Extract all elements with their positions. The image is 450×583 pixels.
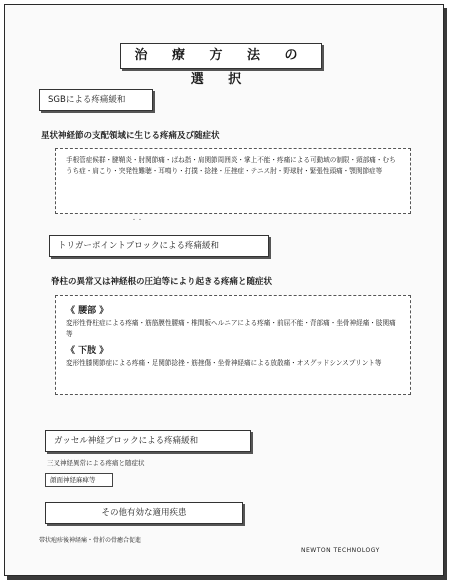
footer-diseases: 帯状疱疹後神経痛・骨折の骨癒合促進 [39,537,142,544]
section-sgb-heading: 星状神経節の支配領域に生じる疼痛及び随症状 [41,131,220,141]
section-trigger-label: トリガーポイントブロックによる疼痛緩和 [49,235,269,257]
section-gasser-item: 顔面神経麻痺等 [45,473,113,487]
footer-company: NEWTON TECHNOLOGY [301,547,380,554]
section-sgb-label: SGBによる疼痛緩和 [39,89,153,111]
fold-mark: ・・ [131,217,144,224]
section-sgb-body-box [55,148,411,214]
section-trigger-heading: 脊柱の異常又は神経根の圧迫等により起きる疼痛と随症状 [51,277,273,287]
subsection-lumbar-title: 《 腰部 》 [66,306,109,316]
section-gasser-line: 三叉神経異常による疼痛と随症状 [47,459,145,467]
document-page [4,4,444,576]
page-title: 治 療 方 法 の 選 択 [120,43,322,69]
subsection-lumbar-body: 変形性脊柱症による疼痛・筋筋膜性腰痛・椎間板ヘルニアによる疼痛・前屈不能・背部痛・坐骨神経痛・肢関痛等 [66,319,396,338]
section-sgb-body: 手根管症候群・腱鞘炎・肘関節痛・ばね指・肩関節周囲炎・掌上不能・疼痛による可動域の制限・頸部痛・むちうち症・肩こり・突発性難聴・耳鳴り・打撲・捻挫・圧挫症・テニス肘・野球肘・緊張性頭痛・顎関節症等 [66,156,396,175]
subsection-lower-limb-title: 《 下肢 》 [66,346,109,356]
section-other-label: その他有効な適用疾患 [45,502,243,524]
subsection-lower-limb-body: 変形性膝関節症による疼痛・足関節捻挫・筋挫傷・坐骨神経痛による放散痛・オスグッドシンスプリント等 [66,359,382,367]
section-gasser-label: ガッセル神経ブロックによる疼痛緩和 [45,430,251,452]
section-trigger-body-box [55,295,411,395]
